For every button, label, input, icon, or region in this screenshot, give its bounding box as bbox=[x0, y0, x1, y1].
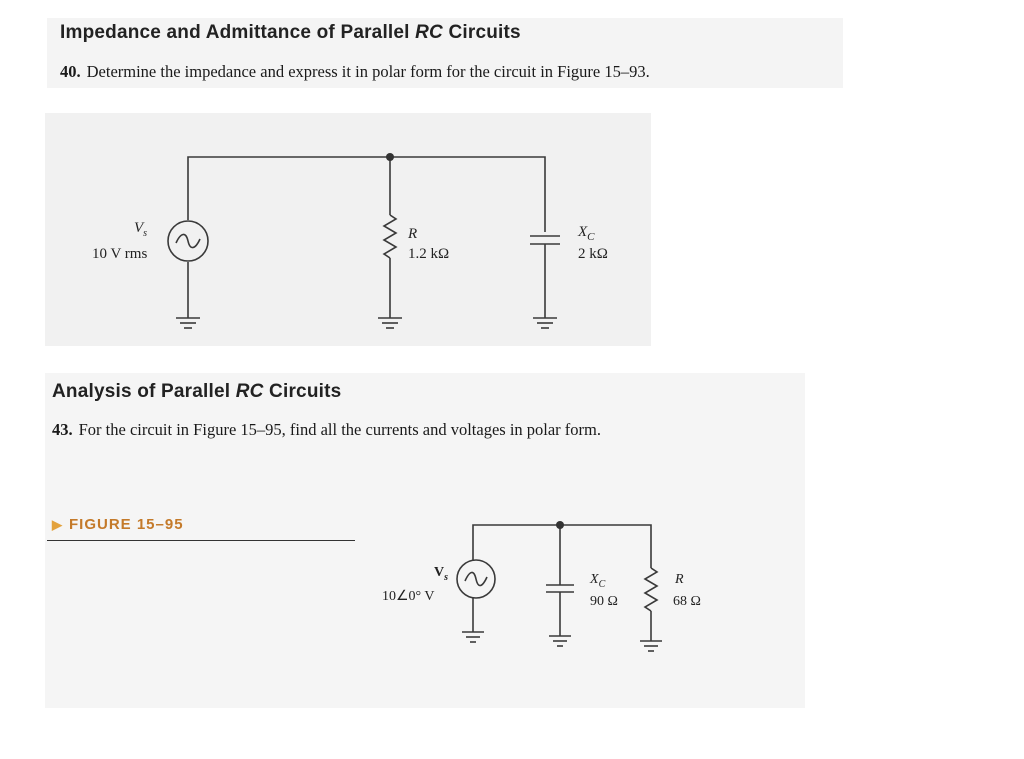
top-wire bbox=[188, 157, 545, 232]
source-2-value: 10∠0° V bbox=[382, 589, 435, 604]
heading-emphasis: RC bbox=[415, 22, 443, 43]
junction-dot bbox=[386, 153, 394, 161]
capacitor-1-label: $X_C$ bbox=[578, 224, 595, 243]
figure-label-text: FIGURE 15–95 bbox=[69, 516, 184, 533]
heading-text-end: Circuits bbox=[263, 381, 342, 402]
resistor-2-zigzag bbox=[645, 568, 657, 611]
circuit-2-wiring bbox=[457, 525, 662, 651]
circuit-1-wiring bbox=[168, 157, 560, 328]
top-wire-2 bbox=[473, 525, 651, 568]
junction-dot-2 bbox=[556, 521, 564, 529]
resistor-2-value: 68 Ω bbox=[673, 594, 701, 609]
sine-icon bbox=[465, 572, 487, 585]
capacitor-1-value: 2 kΩ bbox=[578, 246, 608, 262]
source-1-value: 10 V rms bbox=[92, 246, 148, 262]
sine-icon bbox=[176, 234, 200, 247]
problem-text: For the circuit in Figure 15–95, find all the currents and voltages in polar form. bbox=[78, 420, 602, 439]
heading-text-end: Circuits bbox=[442, 22, 521, 43]
problem-number: 43. bbox=[52, 420, 73, 439]
problem-number: 40. bbox=[60, 62, 81, 81]
heading-emphasis: RC bbox=[235, 381, 264, 402]
resistor-2-label: R bbox=[675, 572, 684, 587]
source-1-symbol: $V_s$ bbox=[134, 220, 148, 239]
capacitor-2-value: 90 Ω bbox=[590, 594, 618, 609]
resistor-1-zigzag bbox=[384, 215, 396, 258]
heading-text: Impedance and Admittance of Parallel bbox=[60, 22, 416, 43]
problem-text: Determine the impedance and express it in polar form for the circuit in Figure 15–93. bbox=[86, 62, 650, 81]
resistor-1-value: 1.2 kΩ bbox=[408, 246, 450, 262]
heading-text: Analysis of Parallel bbox=[52, 381, 236, 402]
resistor-1-label: R bbox=[408, 226, 418, 242]
capacitor-2-label: $X_C$ bbox=[590, 572, 606, 590]
triangle-icon: ▶ bbox=[52, 517, 63, 532]
source-2-symbol: $V_s$ bbox=[434, 565, 449, 583]
